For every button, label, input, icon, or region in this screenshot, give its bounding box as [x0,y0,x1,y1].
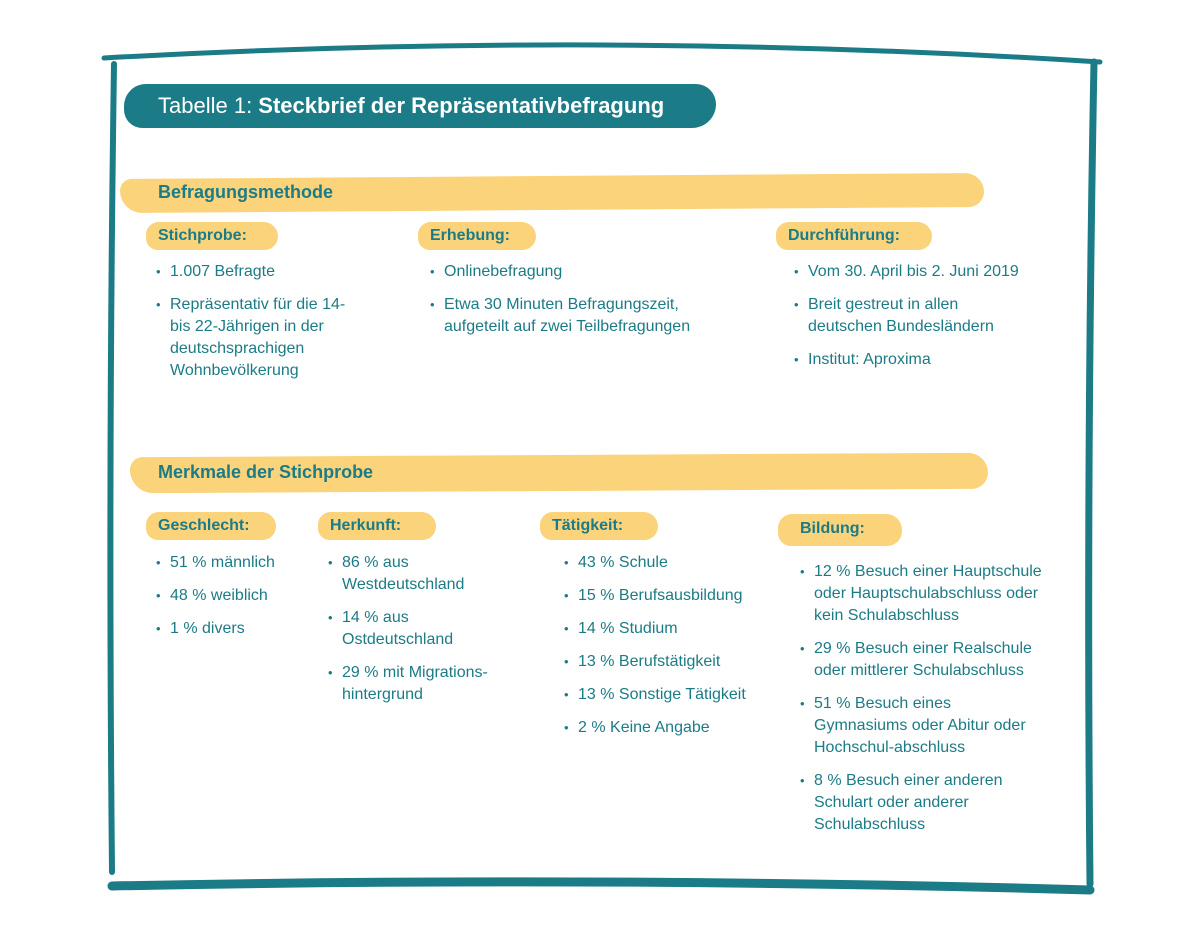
list-item: • Onlinebefragung [430,261,720,283]
list-item: • 1 % divers [156,618,306,640]
title-main: Steckbrief der Repräsentativbefragung [258,93,665,118]
page-title [124,84,716,128]
list-item: • 14 % aus Ostdeutschland [328,607,482,651]
list-item: • 13 % Sonstige Tätigkeit [564,684,774,706]
tag-bildung: Bildung: [778,514,902,546]
list-durchfuehrung [794,261,1054,382]
list-item: • 12 % Besuch einer Hauptschule oder Hauptschulabschluss oder kein Schulabschluss [800,561,1062,627]
tag-taetigkeit: Tätigkeit: [540,512,658,540]
section-label-methode: Befragungsmethode [158,182,334,202]
list-item: • Institut: Aproxima [794,349,1054,371]
list-taetigkeit [564,552,774,750]
list-item: • Repräsentativ für die 14- bis 22-Jährigen in der deutschsprachigen Wohnbevölkerung [156,294,350,382]
list-item: • Vom 30. April bis 2. Juni 2019 [794,261,1054,283]
list-item: • 29 % Besuch einer Realschule oder mittlerer Schulabschluss [800,638,1062,682]
list-item: • 51 % männlich [156,552,306,574]
list-geschlecht [156,552,306,651]
tag-herkunft: Herkunft: [318,512,436,540]
list-item: • 86 % aus Westdeutschland [328,552,482,596]
tag-stichprobe: Stichprobe: [146,222,278,250]
list-herkunft [328,552,513,717]
list-erhebung [430,261,720,349]
list-item: • Etwa 30 Minuten Befragungszeit, aufgeteilt auf zwei Teilbefragungen [430,294,720,338]
title-prefix: Tabelle 1: [158,93,259,118]
list-item: • 8 % Besuch einer anderen Schulart oder anderer Schulabschluss [800,770,1014,836]
list-item: • 13 % Berufstätigkeit [564,651,774,673]
list-item: • 15 % Berufsausbildung [564,585,774,607]
list-bildung [800,561,1062,847]
list-item: • 2 % Keine Angabe [564,717,774,739]
list-item: • 43 % Schule [564,552,774,574]
list-item: • 1.007 Befragte [156,261,376,283]
list-item: • 51 % Besuch eines Gymnasiums oder Abitur oder Hochschul-abschluss [800,693,1044,759]
tag-erhebung: Erhebung: [418,222,536,250]
list-item: • 29 % mit Migrations-hintergrund [328,662,512,706]
list-stichprobe [156,261,376,393]
tag-geschlecht: Geschlecht: [146,512,276,540]
list-item: • 14 % Studium [564,618,774,640]
list-item: • 48 % weiblich [156,585,306,607]
section-label-merkmale: Merkmale der Stichprobe [158,462,374,482]
tag-durchfuehrung: Durchführung: [776,222,932,250]
list-item: • Breit gestreut in allen deutschen Bundesländern [794,294,1028,338]
